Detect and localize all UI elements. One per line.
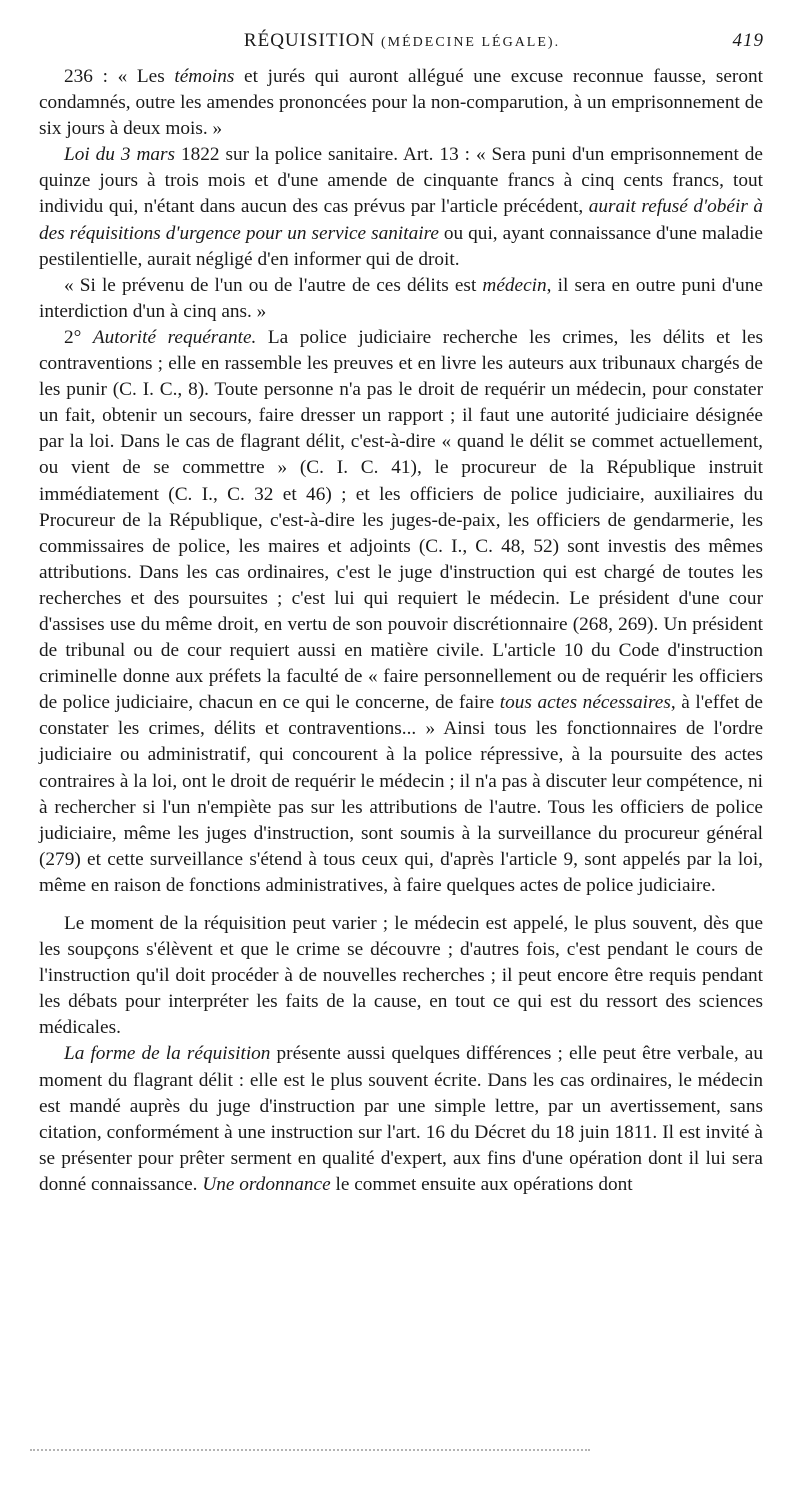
paragraph-physician-penalty [39,273,763,325]
paragraph-form-of-requisition [39,1041,763,1198]
page-number: 419 [732,30,764,51]
running-title-subtitle: (MÉDECINE LÉGALE). [381,35,561,50]
running-header [40,30,764,56]
paragraph-requesting-authority [39,325,763,899]
footer-rule [30,1449,590,1454]
italic-run: aurait refusé d'obéir à des réquisitions d'urgence pour un service sanitaire [39,196,763,244]
paragraph-moment-of-requisition [39,911,763,1041]
text-run: « Si le prévenu de l'un ou de l'autre de ces délits est [64,274,483,296]
text-run: 236 : « Les [64,66,175,87]
text-run: et jurés qui auront allégué une excuse reconnue fausse, seront condamnés, outre les amendes prononcées pour la non-comparution, à un emprisonnement de six jours à deux mois. » [39,66,763,140]
italic-run: Une ordonnance [202,1173,331,1195]
paragraph-witness-penalty [39,64,763,142]
text-run: présente aussi quelques différences ; elle peut être verbale, au moment du flagrant délit : elle est le plus souvent écrite. Dans les cas ordinaires, le médecin est mandé auprès du juge d'instruction par une simple lettre, par un avertissement, sans citation, conformément à une instruction sur l'art. 16 du Décret du 18 juin 1811. Il est invité à se présenter pour prêter serment en qualité d'expert, aux fins d'une opération dont il lui sera donné connaissance. [39,1043,763,1195]
italic-run: témoins [174,66,235,87]
italic-run: médecin [482,274,547,296]
paragraph-sanitary-law [39,142,763,272]
italic-run: Autorité requérante. [92,326,257,348]
running-title-main: RÉQUISITION [243,30,376,51]
text-run: , à l'effet de constater les crimes, délits et contraventions... » Ainsi tous les fonctionnaires de l'ordre judiciaire ou administratif, qui concourent à la police répressive, à la poursuite des actes contraires à la loi, ont le droit de requérir le médecin ; il n'a pas à discuter leur compétence, ni à rechercher si l'un n'empiète pas sur les attributions de l'autre. Tous les officiers de police judiciaire, même les juges d'instruction, sont soumis à la surveillance du procureur général (279) et cette surveillance s'étend à tous ceux qui, d'après l'article 9, sont appelés par la loi, même en raison de fonctions administratives, à faire quelques actes de police judiciaire. [39,692,763,896]
text-run: , il sera en outre puni d'une interdiction d'un à cinq ans. » [39,274,763,322]
running-title [40,30,764,52]
italic-run: Loi du 3 mars [64,144,176,166]
text-run: ou qui, ayant connaissance d'une maladie pestilentielle, aurait négligé d'en informer qui de droit. [39,222,763,270]
italic-run: tous actes nécessaires [499,692,671,714]
text-run: 2° [64,326,93,348]
text-run: 1822 sur la police sanitaire. Art. 13 : « Sera puni d'un emprisonnement de quinze jours à trois mois et d'une amende de cinquante francs à cinq cents francs, tout individu qui, n'étant dans aucun des cas prévus par l'article précédent, [39,144,763,218]
text-run: le commet ensuite aux opérations dont [330,1173,633,1195]
text-run: La police judiciaire recherche les crimes, les délits et les contraventions ; elle en rassemble les preuves et en livre les auteurs aux tribunaux chargés de les punir (C. I. C., 8). Toute personne n'a pas le droit de requérir un médecin, pour constater un fait, obtenir un secours, faire dresser un rapport ; il faut une autorité judiciaire désignée par la loi. Dans le cas de flagrant délit, c'est-à-dire « quand le délit se commet actuellement, ou vient de se commettre » (C. I. C. 41), le procureur de la République instruit immédiatement (C. I., C. 32 et 46) ; et les officiers de police judiciaire, auxiliaires du Procureur de la République, c'est-à-dire les juges-de-paix, les officiers de gendarmerie, les commissaires de police, les maires et adjoints (C. I., C. 48, 52) sont investis des mêmes attributions. Dans les cas ordinaires, c'est le juge d'instruction qui est chargé de toutes les recherches et des poursuites ; c'est lui qui requiert le médecin. Le président d'une cour d'assises use du même droit, en vertu de son pouvoir discrétionnaire (268, 269). Un président de tribunal ou de cour requiert aussi en matière civile. L'article 10 du Code d'instruction criminelle donne aux préfets la faculté de « faire personnellement ou de requérir les officiers de police judiciaire, chacun en ce qui le concerne, de faire [39,326,764,714]
italic-run: La forme de la réquisition [64,1043,271,1065]
body-text [39,64,763,1198]
text-run: Le moment de la réquisition peut varier ; le médecin est appelé, le plus souvent, dès que les soupçons s'élèvent et que le crime se découvre ; d'autres fois, c'est pendant le cours de l'instruction qu'il doit procéder à de nouvelles recherches ; il peut encore être requis pendant les débats pour interpréter les faits de la cause, en tout ce qui est du ressort des sciences médicales. [39,913,763,1039]
